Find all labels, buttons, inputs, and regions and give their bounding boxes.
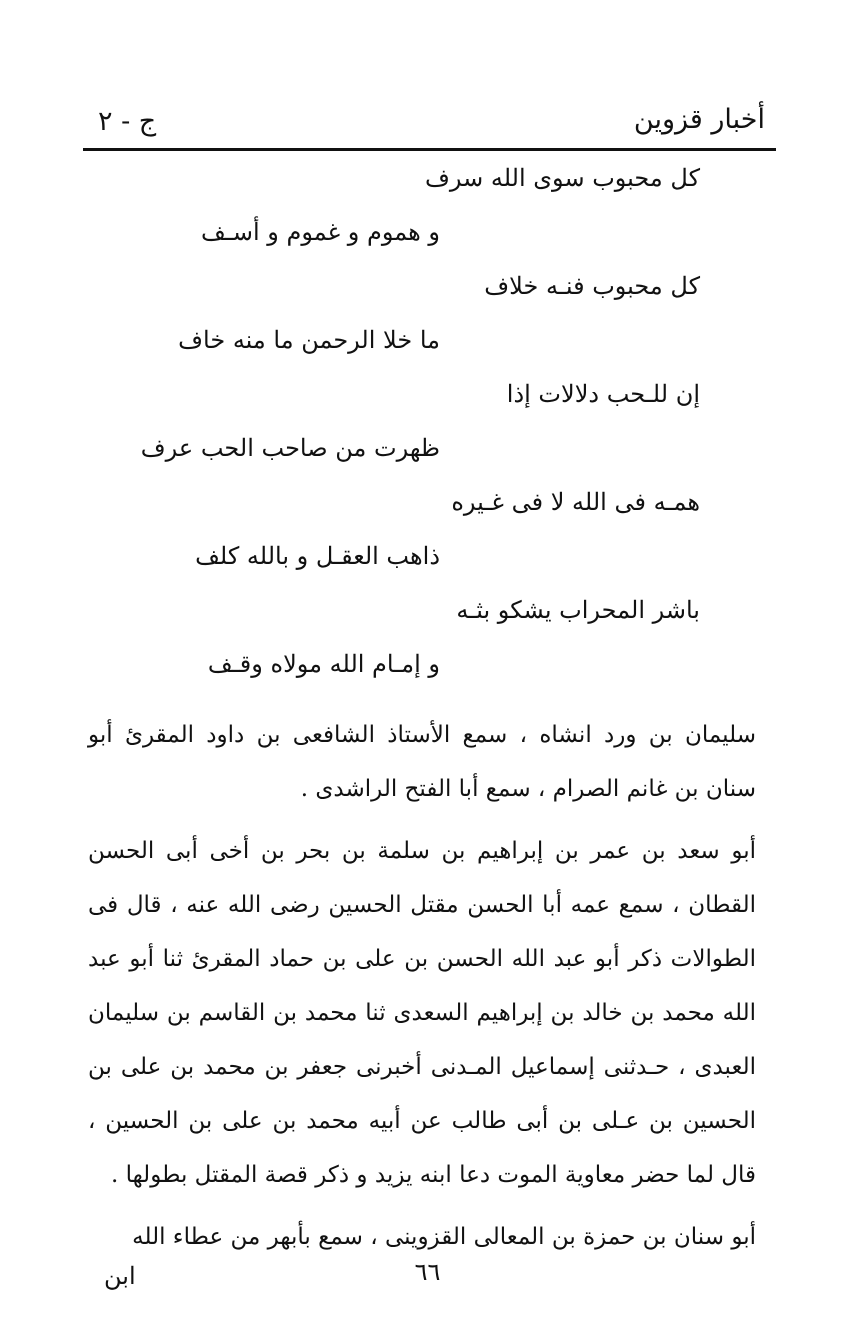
poem-line: و إمـام الله مولاه وقـف: [207, 650, 440, 678]
poem-line: ذاهب العقـل و بالله كلف: [195, 542, 440, 570]
header-rule: [83, 148, 776, 151]
running-title: أخبار قزوين: [633, 104, 765, 135]
paragraph: سليمان بن ورد انشاه ، سمع الأستاذ الشافعى بن داود المقرئ أبو سنان بن غانم الصرام ، سمع أبا الفتح الراشدى .: [88, 722, 756, 802]
page-number: ٦٦: [414, 1258, 441, 1286]
poem-line: همـه فى الله لا فى غـيره: [451, 488, 700, 516]
poem: [140, 158, 710, 698]
poem-line: ظهرت من صاحب الحب عرف: [140, 434, 440, 462]
catchword: ابن: [104, 1262, 136, 1290]
volume-marker: ج - ٢: [98, 106, 157, 137]
poem-line: ما خلا الرحمن ما منه خاف: [178, 326, 440, 354]
poem-line: و هموم و غموم و أسـف: [200, 218, 440, 246]
body-text: [88, 708, 756, 1272]
paragraph: أبو سنان بن حمزة بن المعالى القزوينى ، سمع بأبهر من عطاء الله: [132, 1224, 756, 1250]
poem-line: إن للـحب دلالات إذا: [506, 380, 700, 408]
poem-line: كل محبوب فنـه خلاف: [484, 272, 700, 300]
poem-line: كل محبوب سوى الله سرف: [424, 164, 700, 192]
poem-line: باشر المحراب يشكو بثـه: [456, 596, 700, 624]
paragraph: أبو سعد بن عمر بن إبراهيم بن سلمة بن بحر بن أخى أبى الحسن القطان ، سمع عمه أبا الحسن مقتل الحسين رضى الله عنه ، قال فى الطوالات ذكر أبو عبد الله الحسن بن على بن حماد المقرئ ثنا أبو عبد الله محمد بن خالد بن إبراهيم السعدى ثنا محمد بن القاسم بن سليمان العبدى ، حـدثنى إسماعيل المـدنى أخبرنى جعفر بن محمد بن على بن الحسين بن عـلى بن أبى طالب عن أبيه محمد بن على بن الحسين ، قال لما حضر معاوية الموت دعا ابنه يزيد و ذكر قصة المقتل بطولها .: [88, 838, 757, 1188]
